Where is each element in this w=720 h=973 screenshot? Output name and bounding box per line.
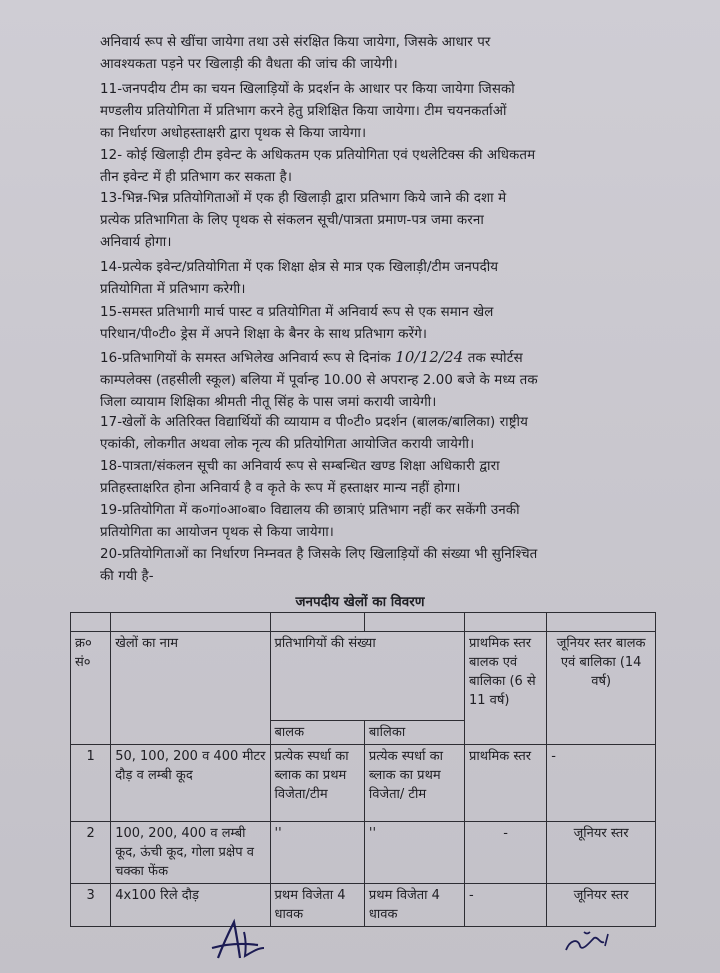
text-line: प्रतियोगिता में प्रतिभाग करेगी। [100, 282, 246, 297]
cell-primary: प्राथमिक स्तर [465, 745, 547, 822]
cell-serial: 2 [71, 822, 111, 884]
cell-junior: जूनियर स्तर [547, 884, 656, 927]
text-line: 13-भिन्न-भिन्न प्रतियोगिताओं में एक ही खिलाड़ी द्वारा प्रतिभाग किये जाने की दशा मे [100, 191, 507, 206]
paragraph-18 [100, 456, 662, 500]
table-cell [547, 613, 656, 632]
text-line: अनिवार्य होगा। [100, 235, 172, 250]
signature-left [208, 918, 268, 966]
table-cell [111, 613, 270, 632]
cell-junior: जूनियर स्तर [547, 822, 656, 884]
text-line: की गयी है- [100, 569, 154, 584]
table-cell [465, 613, 547, 632]
table-header-row [71, 632, 656, 721]
paragraph-10-continued [100, 32, 662, 76]
text-line: का निर्धारण अधोहस्ताक्षरी द्वारा पृथक से किया जायेगा। [100, 126, 367, 141]
header-participants: प्रतिभागियों की संख्या [270, 632, 465, 721]
cell-girls: '' [364, 822, 464, 884]
text-line: 19-प्रतियोगिता में क०गां०आ०बा० विद्यालय की छात्राएं प्रतिभाग नहीं कर सकेंगी उनकी [100, 503, 520, 518]
cell-girls: प्रथम विजेता 4 धावक [364, 884, 464, 927]
text-line: 11-जनपदीय टीम का चयन खिलाड़ियों के प्रदर्शन के आधार पर किया जायेगा जिसको [100, 82, 515, 97]
text-line: एकांकी, लोकगीत अथवा लोक नृत्य की प्रतियोगिता आयोजित करायी जायेगी। [100, 437, 475, 452]
text-line: प्रतिहस्ताक्षरित होना अनिवार्य है व कृते के रूप में हस्ताक्षर मान्य नहीं होगा। [100, 481, 461, 496]
text-line: 14-प्रत्येक इवेन्ट/प्रतियोगिता में एक शिक्षा क्षेत्र से मात्र एक खिलाड़ी/टीम जनपदीय [100, 260, 499, 275]
paragraph-17 [100, 412, 662, 456]
text-line: 15-समस्त प्रतिभागी मार्च पास्ट व प्रतियोगिता में अनिवार्य रूप से एक समान खेल [100, 305, 494, 320]
header-junior: जूनियर स्तर बालक एवं बालिका (14 वर्ष) [547, 632, 656, 745]
text-line [100, 346, 662, 370]
table-row [71, 884, 656, 927]
text-line: परिधान/पी०टी० ड्रेस में अपने शिक्षा के बैनर के साथ प्रतिभाग करेंगे। [100, 327, 428, 342]
paragraph-11 [100, 79, 662, 145]
cell-serial: 3 [71, 884, 111, 927]
cell-game-name: 50, 100, 200 व 400 मीटर दौड़ व लम्बी कूद [111, 745, 270, 822]
paragraph-15 [100, 302, 662, 346]
table-row [71, 745, 656, 822]
header-serial: क्र० सं० [71, 632, 111, 745]
handwritten-date: 10/12/24 [395, 348, 464, 366]
signature-right [560, 924, 614, 958]
text-segment: 16-प्रतिभागियों के समस्त अभिलेख अनिवार्य रूप से दिनांक [100, 351, 391, 366]
cell-game-name: 100, 200, 400 व लम्बी कूद, ऊंची कूद, गोला प्रक्षेप व चक्का फेंक [111, 822, 270, 884]
cell-serial: 1 [71, 745, 111, 822]
text-line: काम्पलेक्स (तहसीली स्कूल) बलिया में पूर्वान्ह 10.00 से अपरान्ह 2.00 बजे के मध्य तक [100, 373, 538, 388]
table-cell [270, 613, 364, 632]
table-spacer-row [71, 613, 656, 632]
header-girls: बालिका [364, 721, 464, 745]
table-cell [71, 613, 111, 632]
paragraph-13 [100, 188, 662, 254]
text-line: 17-खेलों के अतिरिक्त विद्यार्थियों की व्यायाम व पी०टी० प्रदर्शन (बालक/बालिका) राष्ट्रीय [100, 415, 528, 430]
header-game-name: खेलों का नाम [111, 632, 270, 745]
cell-boys: प्रत्येक स्पर्धा का ब्लाक का प्रथम विजेता/टीम [270, 745, 364, 822]
cell-boys: प्रथम विजेता 4 धावक [270, 884, 364, 927]
text-line: 20-प्रतियोगिताओं का निर्धारण निम्नवत है जिसके लिए खिलाड़ियों की संख्या भी सुनिश्चित [100, 547, 538, 562]
cell-primary: - [465, 822, 547, 884]
text-line: जिला व्यायाम शिक्षिका श्रीमती नीतू सिंह के पास जमां करायी जायेगी। [100, 395, 437, 410]
text-line: मण्डलीय प्रतियोगिता में प्रतिभाग करने हेतु प्रशिक्षित किया जायेगा। टीम चयनकर्ताओं [100, 104, 507, 119]
cell-game-name: 4x100 रिले दौड़ [111, 884, 270, 927]
table-title: जनपदीय खेलों का विवरण [295, 594, 425, 610]
text-line: प्रतियोगिता का आयोजन पृथक से किया जायेगा। [100, 525, 334, 540]
text-line: आवश्यकता पड़ने पर खिलाड़ी की वैधता की जांच की जायेगी। [100, 57, 398, 72]
paragraph-20 [100, 544, 662, 588]
cell-primary: - [465, 884, 547, 927]
paragraph-14 [100, 257, 662, 301]
cell-girls: प्रत्येक स्पर्धा का ब्लाक का प्रथम विजेता/ टीम [364, 745, 464, 822]
text-segment: तक स्पोर्टस [467, 351, 523, 366]
paragraph-12 [100, 145, 662, 189]
text-line: प्रत्येक प्रतिभागिता के लिए पृथक से संकलन सूची/पात्रता प्रमाण-पत्र जमा करना [100, 213, 484, 228]
header-primary: प्राथमिक स्तर बालक एवं बालिका (6 से 11 वर्ष) [465, 632, 547, 745]
cell-junior: - [547, 745, 656, 822]
table-row [71, 822, 656, 884]
text-line: तीन इवेन्ट में ही प्रतिभाग कर सकता है। [100, 170, 293, 185]
text-line: 12- कोई खिलाड़ी टीम इवेन्ट के अधिकतम एक प्रतियोगिता एवं एथलेटिक्स की अधिकतम [100, 148, 536, 163]
paragraph-16 [100, 346, 662, 414]
text-line: अनिवार्य रूप से खींचा जायेगा तथा उसे संरक्षित किया जायेगा, जिसके आधार पर [100, 35, 491, 50]
games-table [70, 612, 656, 927]
text-line: 18-पात्रता/संकलन सूची का अनिवार्य रूप से सम्बन्धित खण्ड शिक्षा अधिकारी द्वारा [100, 459, 500, 474]
paragraph-19 [100, 500, 662, 544]
table-cell [364, 613, 464, 632]
header-boys: बालक [270, 721, 364, 745]
cell-boys: '' [270, 822, 364, 884]
